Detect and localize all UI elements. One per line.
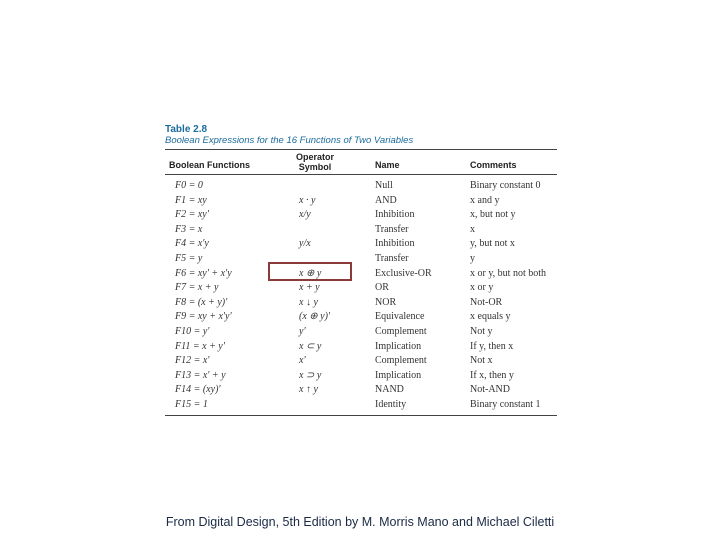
- comment-cell: If x, then y: [470, 369, 514, 381]
- function-cell: F3 = x: [175, 223, 203, 235]
- comment-cell: y: [470, 252, 475, 264]
- table-row: [165, 398, 557, 413]
- source-credit: From Digital Design, 5th Edition by M. Morris Mano and Michael Ciletti: [165, 515, 555, 529]
- symbol-cell: y': [299, 325, 306, 337]
- table-number: Table 2.8: [165, 124, 208, 135]
- table-body: [165, 179, 557, 413]
- comment-cell: Not y: [470, 325, 493, 337]
- comment-cell: x equals y: [470, 311, 511, 323]
- name-cell: Inhibition: [375, 238, 415, 250]
- function-cell: F1 = xy: [175, 194, 207, 206]
- comment-cell: x and y: [470, 194, 500, 206]
- name-cell: Null: [375, 180, 393, 191]
- name-cell: Transfer: [375, 252, 409, 264]
- comment-cell: Binary constant 0: [470, 180, 541, 191]
- boolean-functions-table: [165, 124, 557, 416]
- header-boolean-functions: Boolean Functions: [169, 160, 250, 170]
- name-cell: Implication: [375, 340, 422, 352]
- header-symbol: Symbol: [298, 162, 332, 172]
- table-row: [165, 208, 557, 223]
- table-row: [165, 369, 557, 384]
- function-cell: F10 = y': [175, 325, 210, 337]
- symbol-cell: x ↓ y: [299, 296, 318, 308]
- table-row: [165, 310, 557, 325]
- function-cell: F8 = (x + y)': [175, 296, 228, 308]
- function-cell: F6 = xy' + x'y: [175, 267, 232, 279]
- name-cell: Complement: [375, 355, 427, 367]
- comment-cell: x or y, but not both: [470, 267, 547, 279]
- symbol-cell: x/y: [299, 209, 311, 221]
- header-operator-symbol: [296, 152, 334, 172]
- name-cell: OR: [375, 282, 389, 294]
- table-row: [165, 252, 557, 267]
- symbol-cell: x': [299, 355, 306, 367]
- symbol-cell: (x ⊕ y)': [299, 311, 331, 323]
- function-cell: F7 = x + y: [175, 282, 219, 294]
- name-cell: Inhibition: [375, 209, 415, 221]
- comment-cell: If y, then x: [470, 340, 514, 352]
- function-cell: F15 = 1: [175, 398, 208, 410]
- function-cell: F9 = xy + x'y': [175, 311, 232, 323]
- name-cell: Identity: [375, 398, 407, 410]
- name-cell: Exclusive-OR: [375, 267, 432, 279]
- function-cell: F12 = x': [175, 355, 210, 367]
- symbol-cell: x ⊕ y: [299, 267, 322, 279]
- table-header: [165, 150, 557, 172]
- header-name: Name: [375, 160, 400, 170]
- xor-symbol-highlight-box: [268, 262, 352, 281]
- table-row: [165, 179, 557, 194]
- comment-cell: Not-OR: [470, 296, 503, 308]
- table-title: Boolean Expressions for the 16 Functions of Two Variables: [165, 135, 414, 146]
- comment-cell: y, but not x: [470, 238, 515, 250]
- symbol-cell: y/x: [299, 238, 311, 250]
- name-cell: NAND: [375, 384, 404, 396]
- comment-cell: Not x: [470, 355, 493, 367]
- table-row: [165, 354, 557, 369]
- function-cell: F5 = y: [175, 252, 203, 264]
- table-row: [165, 296, 557, 311]
- function-cell: F11 = x + y': [175, 340, 225, 352]
- bottom-rule: [165, 415, 557, 416]
- function-cell: F0 = 0: [175, 180, 203, 191]
- name-cell: Transfer: [375, 223, 409, 235]
- table-row: [165, 281, 557, 296]
- header-operator: Operator: [296, 152, 335, 162]
- name-cell: NOR: [375, 296, 397, 308]
- table-row: [165, 383, 557, 398]
- symbol-cell: x ↑ y: [299, 384, 318, 396]
- symbol-cell: x · y: [299, 194, 316, 206]
- symbol-cell: x ⊂ y: [299, 340, 322, 352]
- name-cell: AND: [375, 194, 397, 206]
- comment-cell: x: [470, 223, 475, 235]
- symbol-cell: x ⊃ y: [299, 369, 322, 381]
- name-cell: Equivalence: [375, 311, 425, 323]
- table-row: [165, 325, 557, 340]
- table-row: [165, 237, 557, 252]
- comment-cell: x or y: [470, 282, 494, 294]
- header-rule: [165, 174, 557, 175]
- comment-cell: x, but not y: [470, 209, 516, 221]
- function-cell: F4 = x'y: [175, 238, 209, 250]
- table-row: [165, 340, 557, 355]
- comment-cell: Not-AND: [470, 384, 510, 396]
- name-cell: Implication: [375, 369, 422, 381]
- table-row: [165, 267, 557, 282]
- name-cell: Complement: [375, 325, 427, 337]
- function-cell: F14 = (xy)': [175, 384, 221, 396]
- table-row: [165, 194, 557, 209]
- function-cell: F13 = x' + y: [175, 369, 226, 381]
- header-comments: Comments: [470, 160, 517, 170]
- table-row: [165, 223, 557, 238]
- comment-cell: Binary constant 1: [470, 398, 541, 410]
- symbol-cell: x + y: [299, 282, 320, 294]
- function-cell: F2 = xy': [175, 209, 209, 221]
